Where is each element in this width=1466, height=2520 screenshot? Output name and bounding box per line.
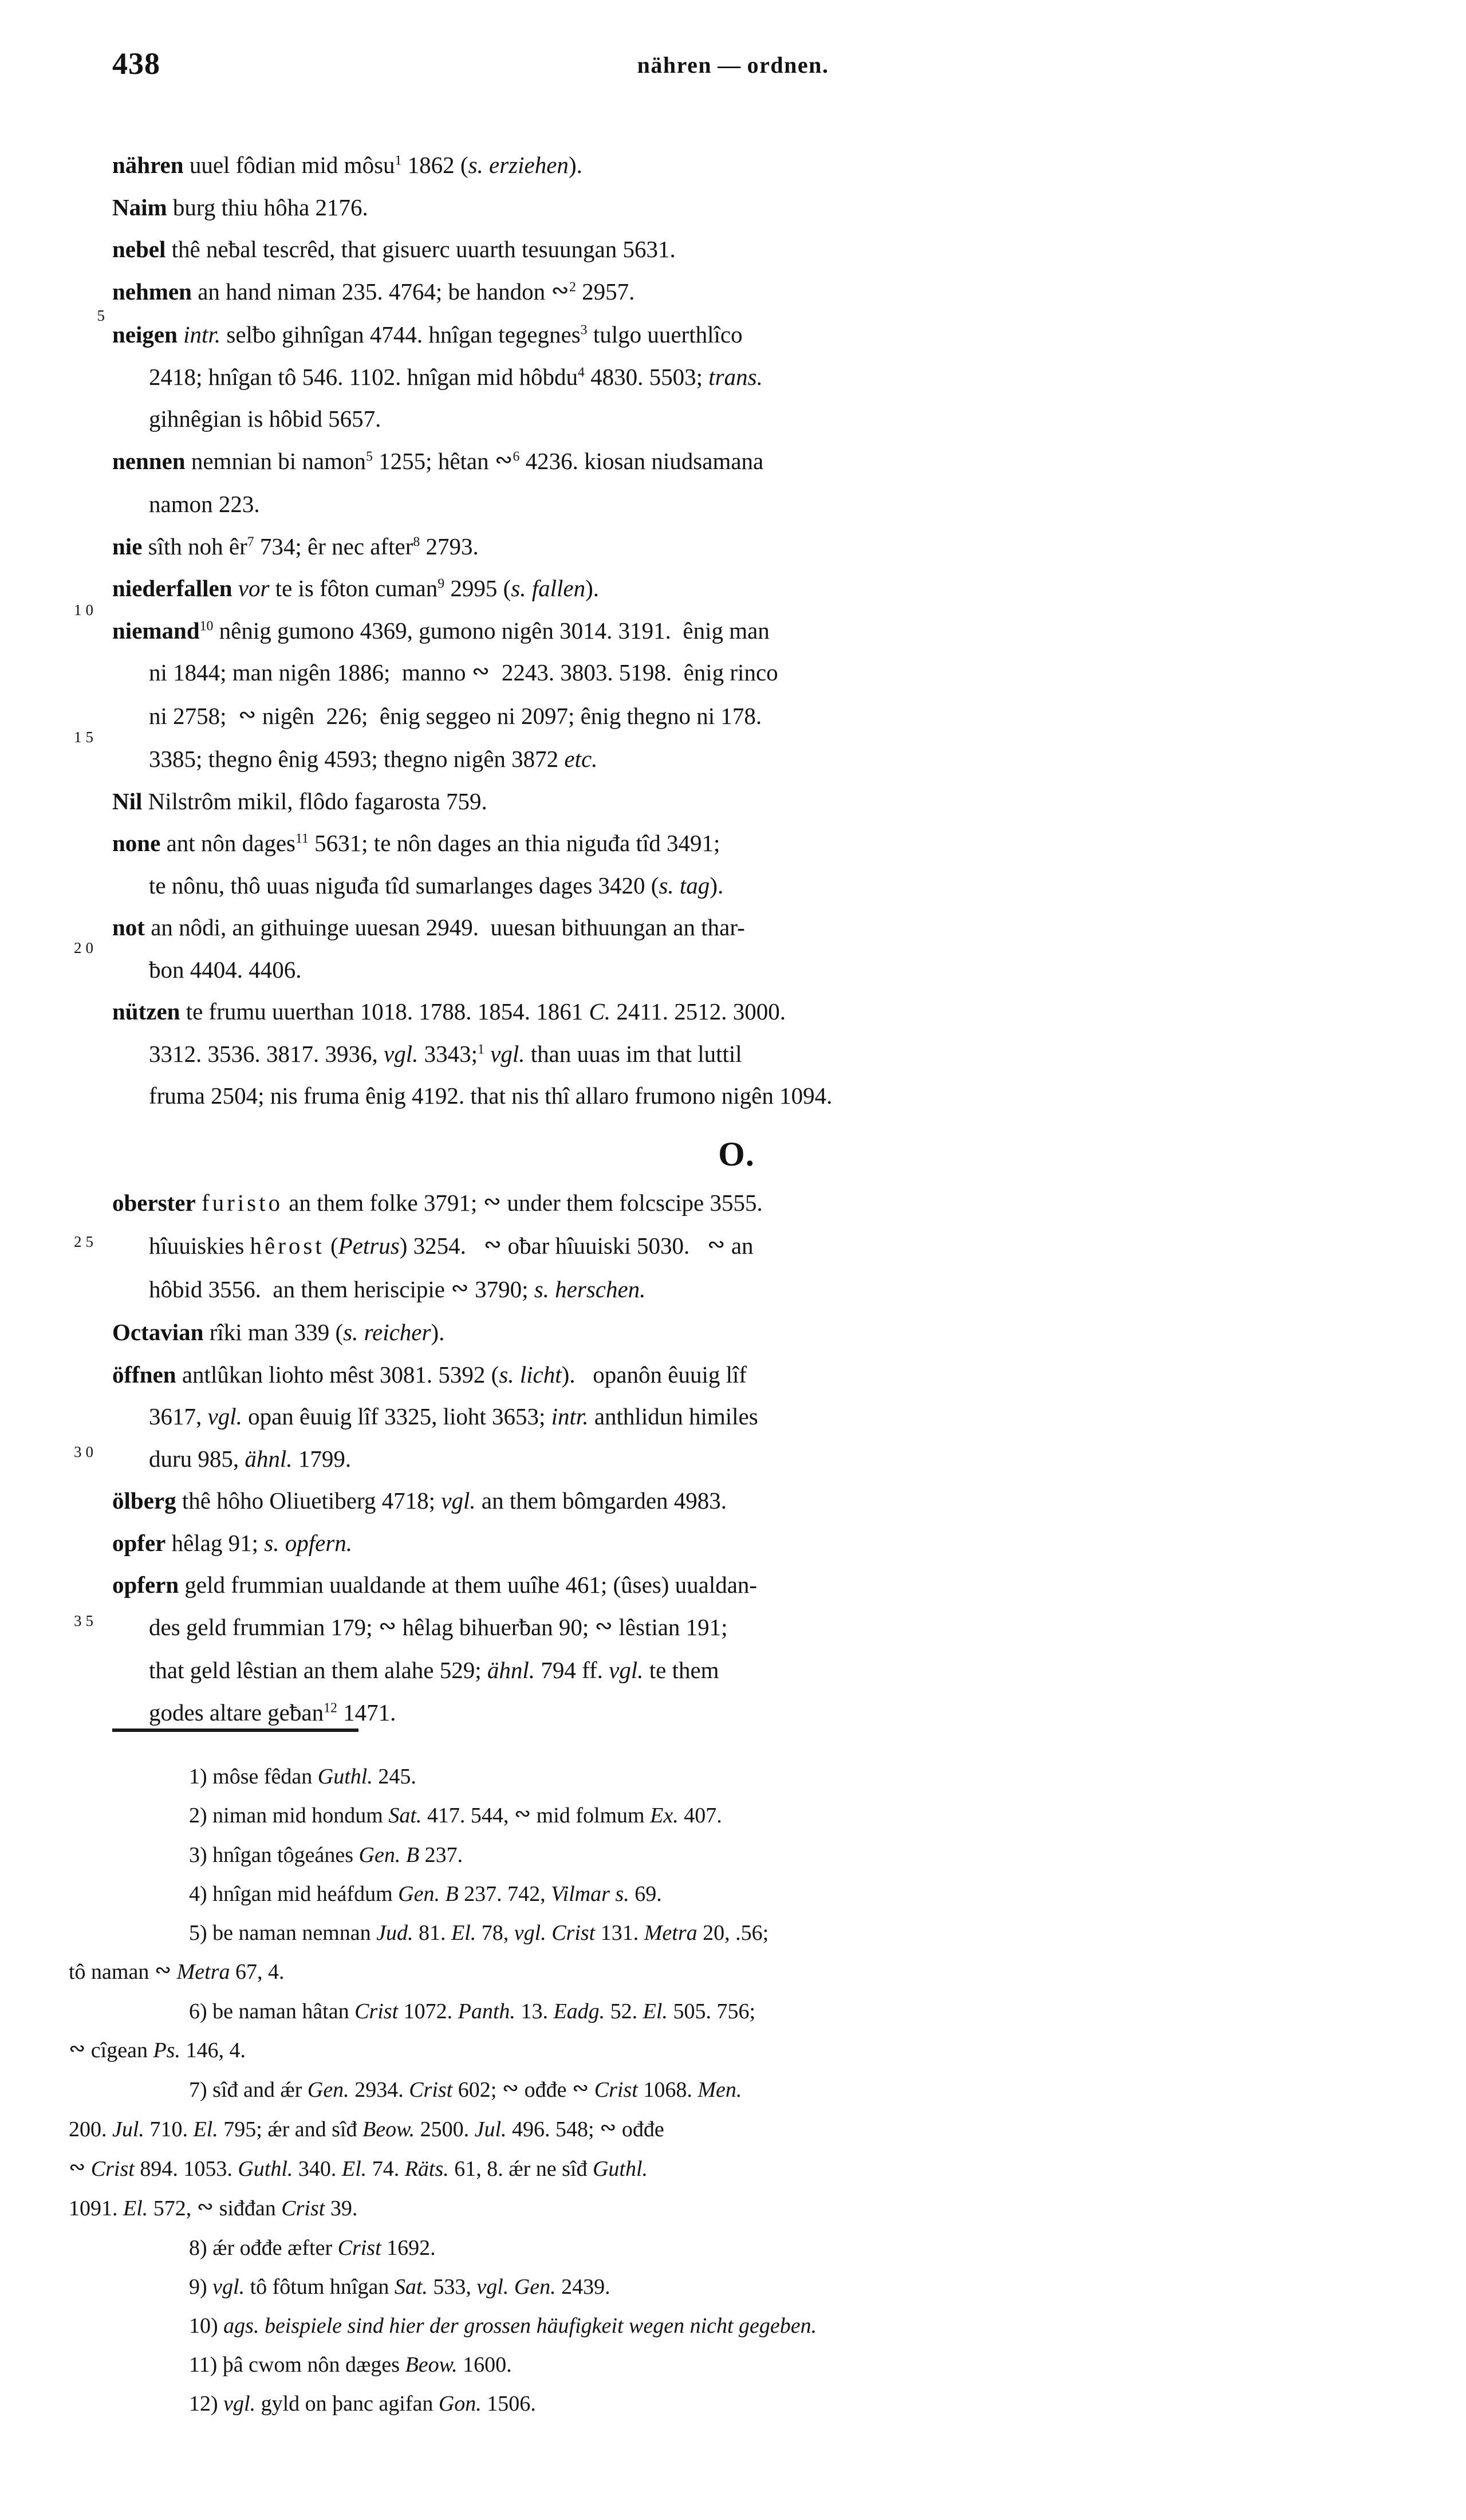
footnote-8: 8) ǽr ođđe æfter Crist 1692. [189,2236,436,2260]
entry-octavian: Octavian rîki man 339 (s. reicher). [112,1319,445,1345]
footnote-ref[interactable]: 6 [513,448,520,464]
headword-oberster: oberster [112,1189,196,1216]
footnote-ref[interactable]: 4 [577,364,585,380]
line-number-25: 25 [74,1233,97,1250]
entry-neigen: neigen intr. selƀo gihnîgan 4744. hnîgan tegegnes$^3$ tulgo uuerthlîco 2418; hnîgan tô 546. 1102. hnîgan mid hôbdu$^4$ 4830. 5503; trans. gihnêgian is hôbid 5657. [112,321,763,432]
headword-nebel: nebel [112,236,166,262]
entry-naehren: nähren uuel fôdian mid môsu$^1$ 1862 (s. erziehen). [112,152,582,178]
footnote-9: 9) vgl. tô fôtum hnîgan Sat. 533, vgl. Gen. 2439. [189,2275,610,2299]
footnote-ref[interactable]: 1 [478,1041,484,1057]
page-number: 438 [112,46,160,81]
entry-none: none ant nôn dages$^{11}$ 5631; te nôn dages an thia niguđa tîd 3491; te nônu, thô uuas niguđa tîd sumarlanges dages 3420 (s. tag). [112,830,724,899]
entry-nehmen: nehmen an hand niman 235. 4764; be handon ∾$^2$ 2957. [112,278,635,305]
footnote-list [69,1757,1380,2423]
headword-nuetzen: nützen [112,998,180,1025]
running-title-left: nähren [637,52,712,78]
footnote-11: 11) þâ cwom nôn dæges Beow. 1600. [189,2353,512,2377]
line-number-5: 5 [97,307,109,324]
headword-oelberg: ölberg [112,1487,176,1514]
headword-nehmen: nehmen [112,278,192,305]
footnote-number: 9) [189,2275,207,2299]
entry-nebel: nebel thê neƀal tescrêd, that gisuerc uuarth tesuungan 5631. [112,236,676,262]
footnote-ref[interactable]: 9 [438,576,445,592]
footnote-number: 11) [189,2353,218,2377]
footnote-number: 5) [189,1921,207,1945]
footnote-ref[interactable]: 2 [569,279,576,294]
line-number-10: 10 [74,601,97,619]
footnote-number: 3) [189,1843,207,1867]
entry-oberster: oberster furisto an them folke 3791; ∾ under them folcscipe 3555. hîuuiskies hêrost (Petrus) 3254. ∾ oƀar hîuuiski 5030. ∾ an hôbid 3556. an them heriscipie ∾ 3790; s. herschen. [112,1189,763,1302]
running-head [0,46,1466,86]
footnote-ref[interactable]: 11 [295,831,309,846]
headword-niemand: niemand [112,617,200,644]
footnote-1: 1) môse fêdan Guthl. 245. [189,1765,416,1789]
running-title-right: ordnen. [747,52,829,78]
footnote-2: 2) niman mid hondum Sat. 417. 544, ∾ mid folmum Ex. 407. [189,1802,722,1828]
headword-neigen: neigen [112,321,178,348]
entry-niederfallen: niederfallen vor te is fôton cuman$^9$ 2995 (s. fallen). [112,575,599,601]
footnote-3: 3) hnîgan tôgeánes Gen. B 237. [189,1843,463,1867]
footnote-number: 10) [189,2314,218,2338]
footnote-number: 1) [189,1765,207,1789]
entry-naim: Naim burg thiu hôha 2176. [112,194,368,220]
footnote-7: 7) sîđ and ǽr Gen. 2934. Crist 602; ∾ ođđe ∾ Crist 1068. Men. 200. Jul. 710. El. 795; ǽr and sîđ Beow. 2500. Jul. 496. 548; ∾ ođđe ∾ Crist 894. 1053. Guthl. 340. El. 74. Räts. 61, 8. ǽr ne sîđ Guthl. 1091. El. 572, ∾ siđđan Crist 39. [69,2077,742,2220]
entry-opfer: opfer hêlag 91; s. opfern. [112,1529,353,1556]
entry-column [112,144,1361,1734]
footnote-ref[interactable]: 7 [247,534,254,549]
footnote-number: 4) [189,1882,207,1906]
footnote-5: 5) be naman nemnan Jud. 81. El. 78, vgl. Crist 131. Metra 20, .56; tô naman ∾ Metra 67, 4. [69,1921,769,1984]
headword-naim: Naim [112,194,167,220]
running-title-dash: — [718,52,742,78]
headword-not: not [112,914,145,940]
line-number-15: 15 [74,729,97,746]
footnote-ref[interactable]: 10 [199,618,214,633]
footnote-number: 12) [189,2392,218,2416]
footnote-number: 8) [189,2236,207,2260]
footnote-number: 7) [189,2078,207,2102]
headword-none: none [112,830,161,856]
headword-nennen: nennen [112,447,186,474]
entry-not: not an nôdi, an githuinge uuesan 2949. uuesan bithuungan an thar- ƀon 4404. 4406. [112,914,745,983]
headword-opfern: opfern [112,1572,179,1598]
entry-opfern: opfern geld frummian uualdande at them uuîhe 461; (ûses) uualdan- des geld frummian 179; ∾ hêlag bihuerƀan 90; ∾ lêstian 191; that geld lêstian an them alahe 529; ähnl. 794 ff. vgl. te them godes altare geƀan$^{12}$ 1471. [112,1572,758,1726]
footnote-10: 10) ags. beispiele sind hier der grossen häufigkeit wegen nicht gegeben. [189,2314,817,2338]
footnote-ref[interactable]: 8 [413,534,420,549]
entry-niemand: niemand$^{10}$ nênig gumono 4369, gumono nigên 3014. 3191. ênig man ni 1844; man nigên 1886; manno ∾ 2243. 3803. 5198. ênig rinco ni 2758; ∾ nigên 226; ênig seggeo ni 2097; ênig thegno ni 178. 3385; thegno ênig 4593; thegno nigên 3872 etc. [112,617,778,772]
footnote-ref[interactable]: 1 [395,153,402,168]
line-number-20: 20 [74,939,97,956]
footnote-ref[interactable]: 12 [324,1700,337,1715]
entry-nennen: nennen nemnian bi namon$^5$ 1255; hêtan ∾$^6$ 4236. kiosan niudsamana namon 223. [112,447,764,517]
footnote-number: 2) [189,1804,207,1828]
footnote-ref[interactable]: 3 [580,322,588,338]
footnote-number: 6) [189,1999,207,2023]
headword-naehren: nähren [112,152,184,178]
entry-nuetzen: nützen te frumu uuerthan 1018. 1788. 1854. 1861 C. 2411. 2512. 3000. 3312. 3536. 3817. 3936, vgl. 3343;$^1$ vgl. than uuas im that luttil fruma 2504; nis fruma ênig 4192. that nis thî allaro frumono nigên 1094. [112,998,833,1109]
section-letter: O. [718,1135,755,1173]
footnote-6: 6) be naman hâtan Crist 1072. Panth. 13. Eadg. 52. El. 505. 756; ∾ cîgean Ps. 146, 4. [69,1999,755,2062]
line-number-35: 35 [74,1612,97,1629]
headword-octavian: Octavian [112,1319,204,1345]
headword-nie: nie [112,533,143,560]
entry-nie: nie sîth noh $êr^7$ 734; êr nec after$^8$ 2793. [112,533,479,560]
footnote-separator-rule [112,1728,358,1732]
headword-nil: Nil [112,788,143,814]
line-number-30: 30 [74,1443,97,1460]
running-title [0,52,1466,78]
headword-oeffnen: öffnen [112,1361,176,1388]
headword-niederfallen: niederfallen [112,575,232,601]
headword-opfer: opfer [112,1529,166,1556]
footnote-12: 12) vgl. gyld on þanc agifan Gon. 1506. [189,2392,536,2416]
entry-nil: Nil Nilstrôm mikil, flôdo fagarosta 759. [112,788,487,814]
footnote-4: 4) hnîgan mid heáfdum Gen. B 237. 742, Vilmar s. 69. [189,1882,662,1906]
entry-oelberg: ölberg thê hôho Oliuetiberg 4718; vgl. an them bômgarden 4983. [112,1487,727,1514]
entry-oeffnen: öffnen antlûkan liohto mêst 3081. 5392 (s. licht). opanôn êuuig lîf 3617, vgl. opan êuuig lîf 3325, lioht 3653; intr. anthlidun himiles duru 985, ähnl. 1799. [112,1361,758,1472]
footnote-ref[interactable]: 5 [366,448,373,464]
